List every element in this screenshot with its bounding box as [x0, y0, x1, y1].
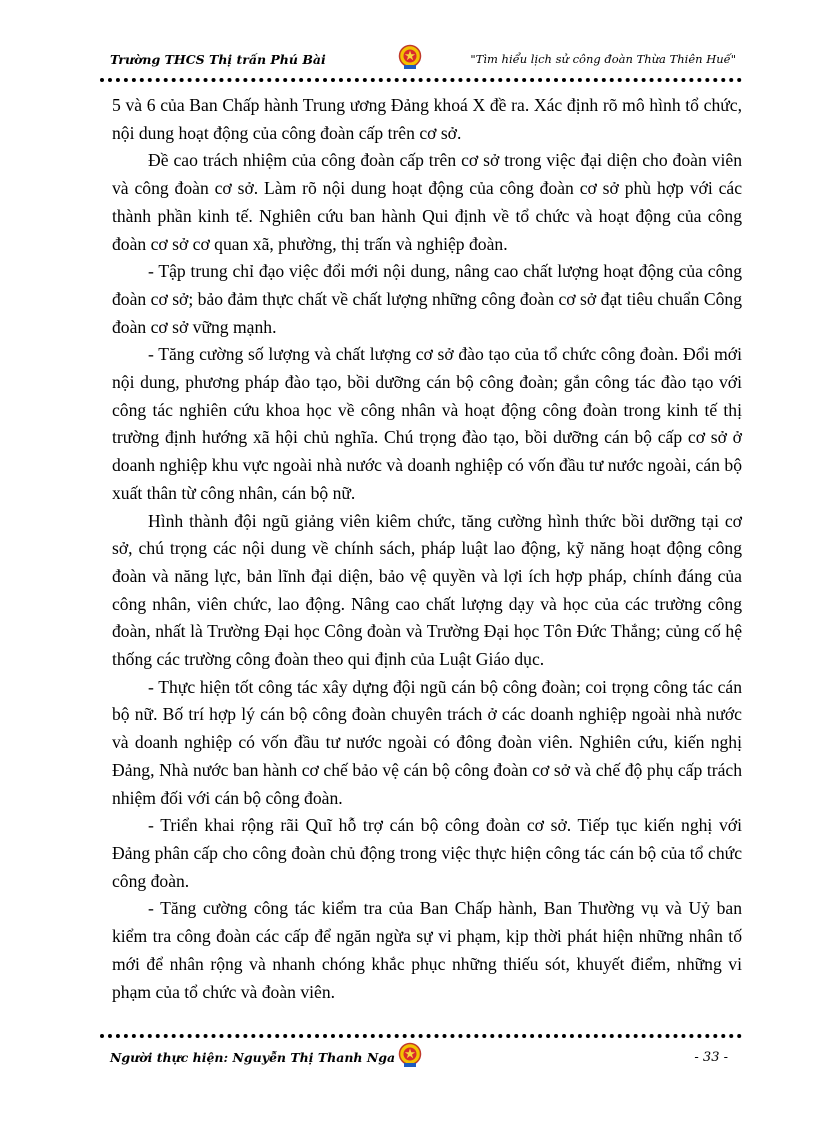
paragraph: 5 và 6 của Ban Chấp hành Trung ương Đảng khoá X đề ra. Xác định rõ mô hình tổ chức, nội dung hoạt động của công đoàn cấp trên cơ sở. — [112, 95, 742, 143]
trade-union-emblem-icon — [398, 1042, 422, 1068]
header-document-title: "Tìm hiểu lịch sử công đoàn Thừa Thiên Huế" — [470, 52, 736, 66]
paragraph: - Thực hiện tốt công tác xây dựng đội ngũ cán bộ công đoàn; coi trọng công tác cán bộ nữ. Bố trí hợp lý cán bộ công đoàn chuyên trách ở các doanh nghiệp ngoài nhà nước và doanh nghiệp có vốn đầu tư nước ngoài có đông đoàn viên. Nghiên cứu, kiến nghị Đảng, Nhà nước ban hành cơ chế bảo vệ cán bộ công đoàn cơ sở và chế độ phụ cấp trách nhiệm đối với cán bộ công đoàn. — [112, 676, 742, 808]
header-school-name: Trường THCS Thị trấn Phú Bài — [110, 52, 326, 67]
trade-union-emblem-icon — [398, 44, 422, 70]
paragraph: Đề cao trách nhiệm của công đoàn cấp trên cơ sở trong việc đại diện cho đoàn viên và công đoàn cơ sở. Làm rõ nội dung hoạt động của công đoàn cơ sở phù hợp với các thành phần kinh tế. Nghiên cứu ban hành Qui định về tổ chức và hoạt động của công đoàn cơ sở cơ quan xã, phường, thị trấn và nghiệp đoàn. — [112, 150, 742, 254]
document-body — [112, 92, 742, 1006]
page-footer — [100, 1030, 742, 1080]
page-header — [100, 40, 742, 90]
footer-dotted-rule — [100, 1034, 742, 1038]
page-number: - 33 - — [694, 1050, 728, 1065]
header-dotted-rule — [100, 78, 742, 82]
paragraph: Hình thành đội ngũ giảng viên kiêm chức, tăng cường hình thức bồi dưỡng tại cơ sở, chú trọng các nội dung về chính sách, pháp luật lao động, kỹ năng hoạt động công đoàn và năng lực, bản lĩnh đại diện, bảo vệ quyền và lợi ích hợp pháp, chính đáng của công nhân, viên chức, lao động. Nâng cao chất lượng dạy và học của các trường công đoàn, nhất là Trường Đại học Công đoàn và Trường Đại học Tôn Đức Thắng; củng cố hệ thống các trường công đoàn theo qui định của Luật Giáo dục. — [112, 510, 742, 670]
paragraph: - Tăng cường số lượng và chất lượng cơ sở đào tạo của tổ chức công đoàn. Đổi mới nội dung, phương pháp đào tạo, bồi dưỡng cán bộ công đoàn; gắn công tác đào tạo với công tác nghiên cứu khoa học về công nhân và hoạt động công đoàn trong kinh tế thị trường định hướng xã hội chủ nghĩa. Chú trọng đào tạo, bồi dưỡng cán bộ cấp cơ sở ở doanh nghiệp khu vực ngoài nhà nước và doanh nghiệp có vốn đầu tư nước ngoài, cán bộ xuất thân từ công nhân, cán bộ nữ. — [112, 344, 742, 503]
paragraph: - Tập trung chỉ đạo việc đổi mới nội dung, nâng cao chất lượng hoạt động của công đoàn cơ sở; bảo đảm thực chất về chất lượng những công đoàn cơ sở đạt tiêu chuẩn Công đoàn cơ sở vững mạnh. — [112, 261, 742, 337]
paragraph: - Triển khai rộng rãi Quĩ hỗ trợ cán bộ công đoàn cơ sở. Tiếp tục kiến nghị với Đảng phân cấp cho công đoàn chủ động trong việc thực hiện công tác cán bộ của tổ chức công đoàn. — [112, 815, 742, 891]
footer-author: Người thực hiện: Nguyễn Thị Thanh Nga — [110, 1050, 396, 1065]
paragraph: - Tăng cường công tác kiểm tra của Ban Chấp hành, Ban Thường vụ và Uỷ ban kiểm tra công đoàn các cấp để ngăn ngừa sự vi phạm, kịp thời phát hiện những nhân tố mới để nhân rộng và nhanh chóng khắc phục những thiếu sót, khuyết điểm, những vi phạm của tổ chức và đoàn viên. — [112, 898, 742, 1002]
